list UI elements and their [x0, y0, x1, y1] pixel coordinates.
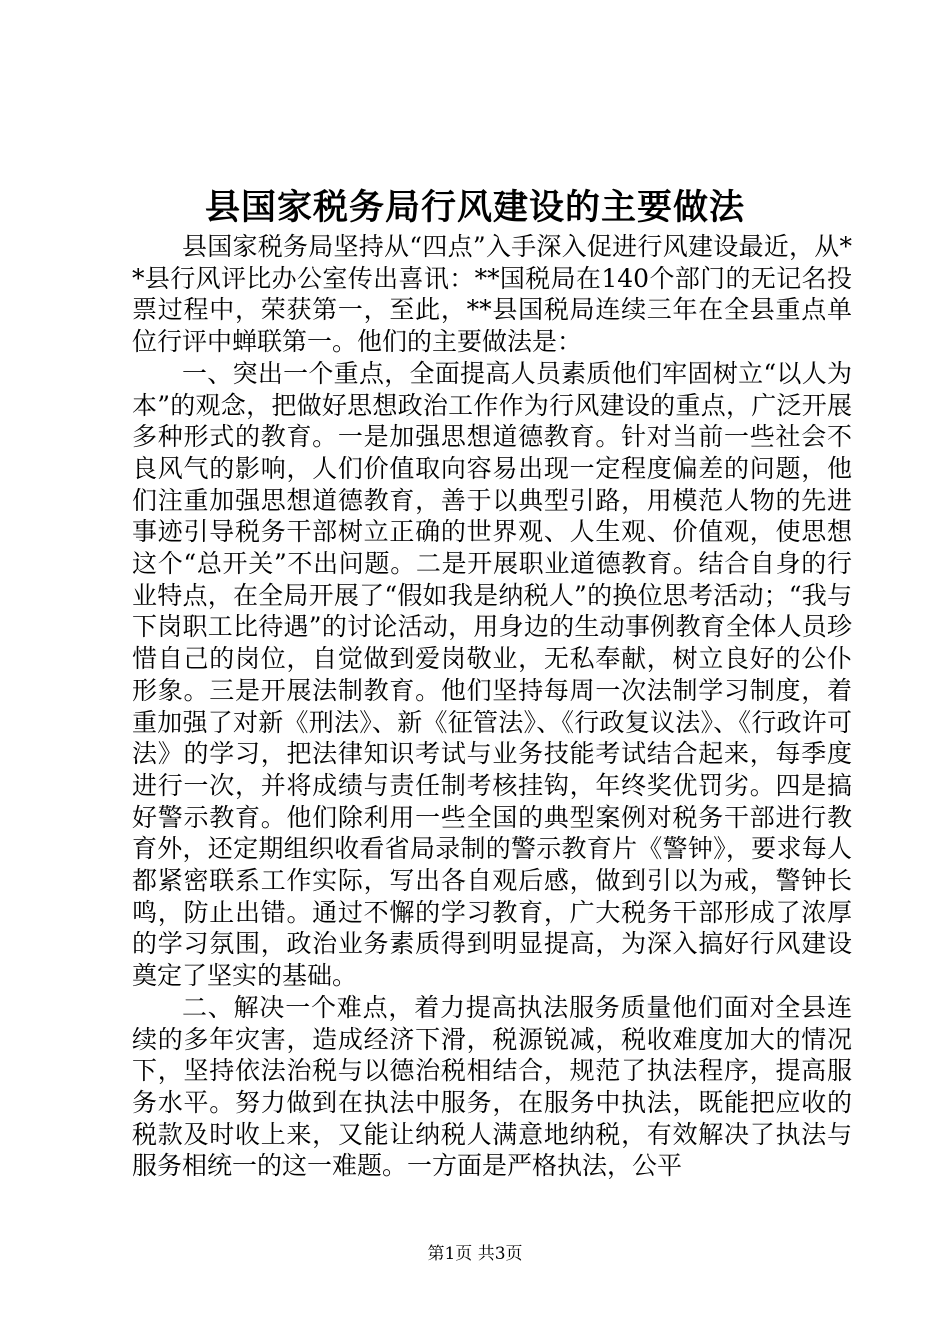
document-title: 县国家税务局行风建设的主要做法	[204, 187, 745, 228]
document-body	[132, 231, 852, 1182]
page-number-footer: 第1页 共3页	[427, 1244, 523, 1264]
paragraph-section-two: 二、解决一个难点，着力提高执法服务质量他们面对全县连续的多年灾害，造成经济下滑，税源锐减，税收难度加大的情况下，坚持依法治税与以德治税相结合，规范了执法程序，提高服务水平。努力做到在执法中服务，在服务中执法，既能把应收的税款及时收上来，又能让纳税人满意地纳税，有效解决了执法与服务相统一的这一难题。一方面是严格执法，公平	[132, 992, 852, 1181]
paragraph-intro: 县国家税务局坚持从“四点”入手深入促进行风建设最近，从**县行风评比办公室传出喜讯：**国税局在140个部门的无记名投票过程中，荣获第一，至此，**县国税局连续三年在全县重点单位行评中蝉联第一。他们的主要做法是：	[132, 232, 852, 357]
paragraph-section-one: 一、突出一个重点，全面提高人员素质他们牢固树立“以人为本”的观念，把做好思想政治工作作为行风建设的重点，广泛开展多种形式的教育。一是加强思想道德教育。针对当前一些社会不良风气的影响，人们价值取向容易出现一定程度偏差的问题，他们注重加强思想道德教育，善于以典型引路，用模范人物的先进事迹引导税务干部树立正确的世界观、人生观、价值观，使思想这个“总开关”不出问题。二是开展职业道德教育。结合自身的行业特点，在全局开展了“假如我是纳税人”的换位思考活动；“我与下岗职工比待遇”的讨论活动，用身边的生动事例教育全体人员珍惜自己的岗位，自觉做到爱岗敬业，无私奉献，树立良好的公仆形象。三是开展法制教育。他们坚持每周一次法制学习制度，着重加强了对新《刑法》、新《征管法》、《行政复议法》、《行政许可法》的学习，把法律知识考试与业务技能考试结合起来，每季度进行一次，并将成绩与责任制考核挂钩，年终奖优罚劣。四是搞好警示教育。他们除利用一些全国的典型案例对税务干部进行教育外，还定期组织收看省局录制的警示教育片《警钟》，要求每人都紧密联系工作实际，写出各自观后感，做到引以为戒，警钟长鸣，防止出错。通过不懈的学习教育，广大税务干部形成了浓厚的学习氛围，政治业务素质得到明显提高，为深入搞好行风建设奠定了坚实的基础。	[132, 358, 852, 991]
